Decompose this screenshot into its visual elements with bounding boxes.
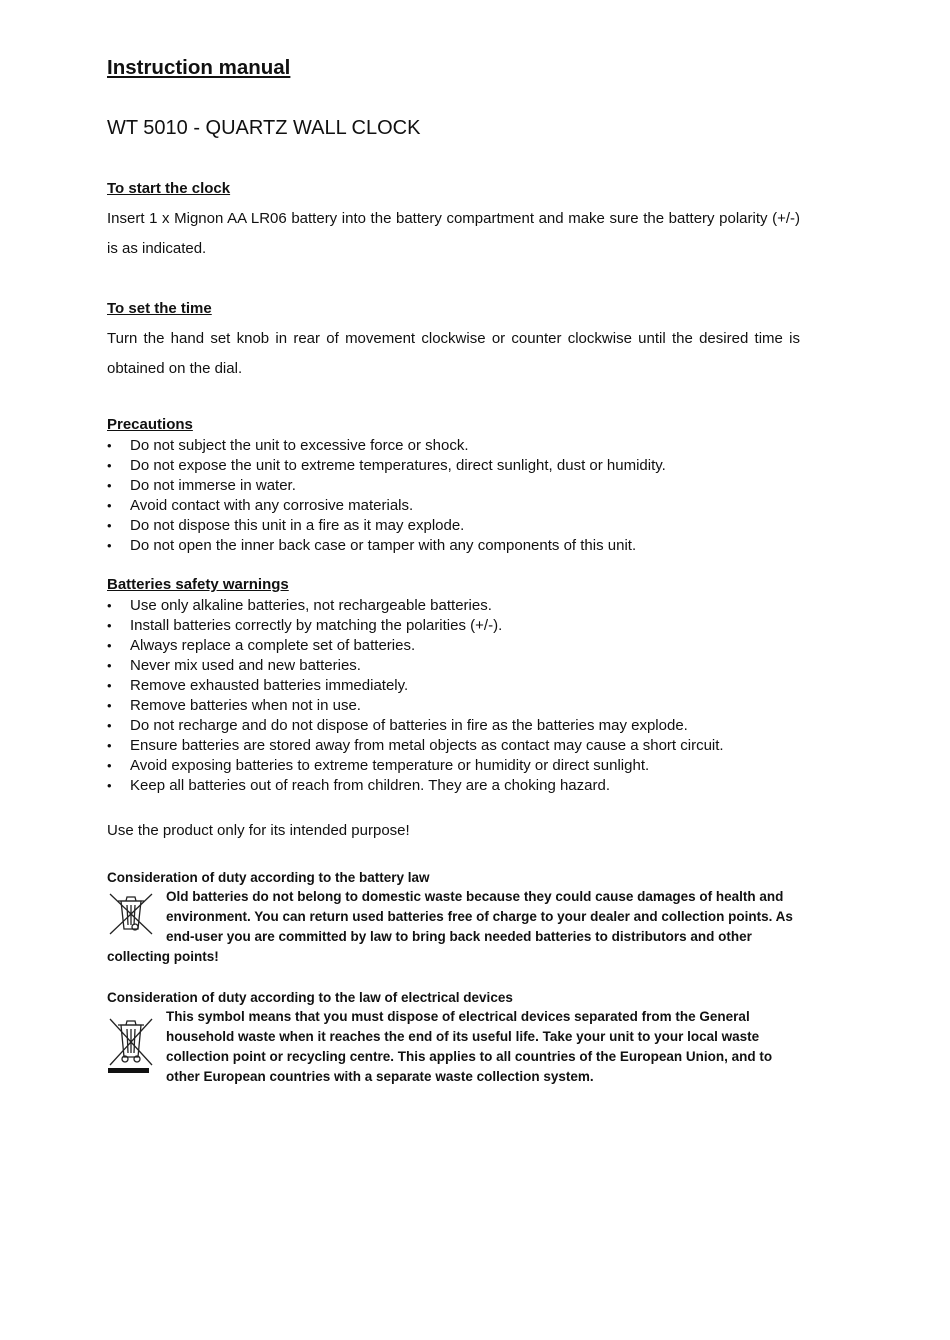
list-item: • Do not open the inner back case or tamper with any components of this unit. <box>107 536 807 556</box>
battery-law-block <box>107 887 800 967</box>
list-item: • Do not expose the unit to extreme temperatures, direct sunlight, dust or humidity. <box>107 456 807 476</box>
crossed-out-bin-icon <box>107 887 155 942</box>
electrical-law-block <box>107 1007 800 1087</box>
list-item: • Remove exhausted batteries immediately. <box>107 676 807 696</box>
start-clock-heading: To start the clock <box>107 180 231 197</box>
batteries-heading: Batteries safety warnings <box>107 576 289 593</box>
intended-use-text: Use the product only for its intended purpose! <box>107 822 410 839</box>
product-title: WT 5010 - QUARTZ WALL CLOCK <box>107 117 421 139</box>
weee-bin-icon <box>107 1007 155 1078</box>
set-time-text: Turn the hand set knob in rear of movement clockwise or counter clockwise until the desired time is obtained on the dial. <box>107 330 800 377</box>
document-title: Instruction manual <box>107 56 291 79</box>
battery-law-heading: Consideration of duty according to the battery law <box>107 870 430 885</box>
list-item: • Use only alkaline batteries, not rechargeable batteries. <box>107 596 807 616</box>
list-item: • Install batteries correctly by matching the polarities (+/-). <box>107 616 807 636</box>
precautions-heading: Precautions <box>107 416 193 433</box>
list-item: • Remove batteries when not in use. <box>107 696 807 716</box>
set-time-heading: To set the time <box>107 300 212 317</box>
list-item: • Do not recharge and do not dispose of batteries in fire as the batteries may explode. <box>107 716 807 736</box>
electrical-law-text: This symbol means that you must dispose of electrical devices separated from the General household waste when it reaches the end of its useful life. Take your unit to your local waste collection point or recycling centre. This applies to all countries of the European Union, and to other European countries with a separate waste collection system. <box>166 1009 773 1084</box>
electrical-law-heading: Consideration of duty according to the law of electrical devices <box>107 990 513 1005</box>
list-item: • Do not immerse in water. <box>107 476 807 496</box>
list-item: • Ensure batteries are stored away from metal objects as contact may cause a short circuit. <box>107 736 807 756</box>
list-item: • Do not subject the unit to excessive force or shock. <box>107 436 807 456</box>
list-item: • Avoid exposing batteries to extreme temperature or humidity or direct sunlight. <box>107 756 807 776</box>
list-item: • Never mix used and new batteries. <box>107 656 807 676</box>
precautions-list <box>107 436 807 556</box>
list-item: • Do not dispose this unit in a fire as it may explode. <box>107 516 807 536</box>
batteries-list <box>107 596 807 796</box>
start-clock-text: Insert 1 x Mignon AA LR06 battery into the battery compartment and make sure the battery polarity (+/-) is as indicated. <box>107 210 800 257</box>
list-item: • Avoid contact with any corrosive materials. <box>107 496 807 516</box>
list-item: • Keep all batteries out of reach from children. They are a choking hazard. <box>107 776 807 796</box>
list-item: • Always replace a complete set of batteries. <box>107 636 807 656</box>
battery-law-text: Old batteries do not belong to domestic waste because they could cause damages of health and environment. You can return used batteries free of charge to your dealer and collection points. As end-user you are committed by law to bring back needed batteries to distributors and other collecting points! <box>107 889 793 964</box>
